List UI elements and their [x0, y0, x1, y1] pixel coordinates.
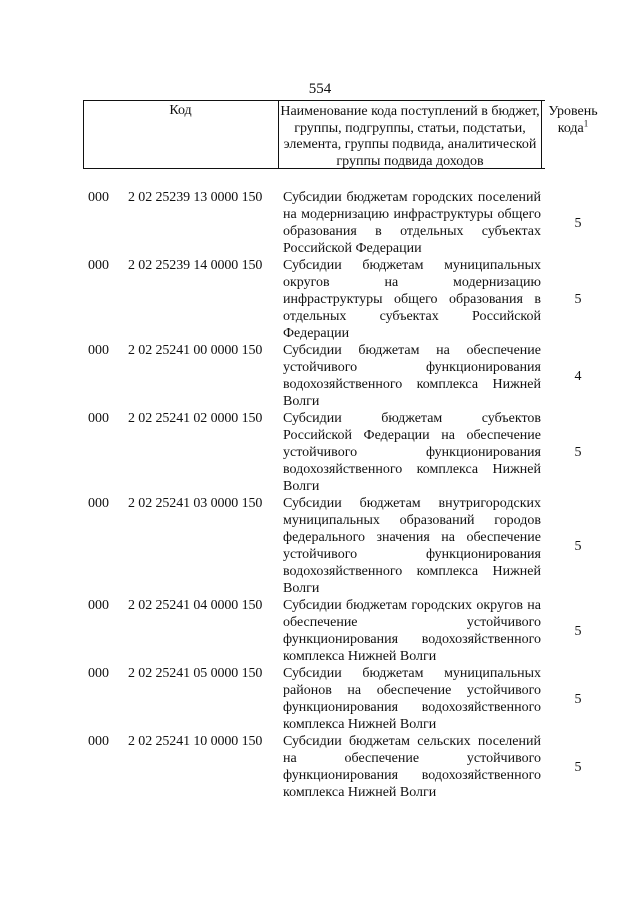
header-top-rule [83, 100, 545, 101]
row-level: 5 [574, 538, 582, 554]
row-level: 5 [574, 623, 582, 639]
row-classification-code: 2 02 25241 00 0000 150 [128, 343, 263, 358]
header-level-footnote: 1 [583, 117, 589, 128]
header-name: Наименование кода поступлений в бюджет, группы, подгруппы, статьи, подстатьи, элемента, группы подвида, аналитической группы подвида доходов [280, 104, 540, 169]
header-code: Код [169, 103, 192, 118]
row-prefix-code: 000 [88, 496, 109, 511]
row-classification-code: 2 02 25241 02 0000 150 [128, 411, 263, 426]
row-classification-code: 2 02 25241 05 0000 150 [128, 666, 263, 681]
header-level-label: Уровень кода [548, 104, 598, 136]
row-prefix-code: 000 [88, 190, 109, 205]
page-number: 554 [308, 81, 332, 97]
row-name: Субсидии бюджетам муниципальных районов на обеспечение устойчивого функционирования водохозяйственного комплекса Нижней Волги [283, 666, 541, 732]
table-row [85, 257, 605, 342]
row-name: Субсидии бюджетам городских поселений на модернизацию инфраструктуры общего образования в отдельных субъектах Российской Федерации [283, 190, 541, 256]
row-name: Субсидии бюджетам муниципальных округов на модернизацию инфраструктуры общего образования в отдельных субъектах Российской Федерации [283, 258, 541, 341]
row-name: Субсидии бюджетам субъектов Российской Федерации на обеспечение устойчивого функционирования водохозяйственного комплекса Нижней Волги [283, 411, 541, 494]
row-level: 5 [574, 445, 582, 460]
row-name: Субсидии бюджетам сельских поселений на обеспечение устойчивого функционирования водохозяйственного комплекса Нижней Волги [283, 734, 541, 800]
row-name: Субсидии бюджетам городских округов на обеспечение устойчивого функционирования водохозяйственного комплекса Нижней Волги [283, 598, 541, 664]
table-row [85, 189, 605, 257]
row-prefix-code: 000 [88, 343, 109, 358]
row-level: 4 [574, 368, 582, 384]
row-prefix-code: 000 [88, 258, 109, 273]
row-level: 5 [574, 215, 582, 231]
row-classification-code: 2 02 25241 03 0000 150 [128, 496, 263, 511]
row-level: 5 [574, 292, 582, 307]
table-row [85, 597, 605, 665]
row-classification-code: 2 02 25239 14 0000 150 [128, 258, 263, 273]
table-row [85, 495, 605, 597]
row-name: Субсидии бюджетам на обеспечение устойчивого функционирования водохозяйственного комплекса Нижней Волги [283, 343, 541, 409]
row-prefix-code: 000 [88, 734, 109, 749]
table-row [85, 410, 605, 495]
table-row [85, 342, 605, 410]
row-name: Субсидии бюджетам внутригородских муниципальных образований городов федерального значения на обеспечение устойчивого функционирования водохозяйственного комплекса Нижней Волги [283, 496, 541, 596]
table-row [85, 733, 605, 801]
row-level: 5 [574, 691, 582, 707]
row-classification-code: 2 02 25241 04 0000 150 [128, 598, 263, 613]
row-prefix-code: 000 [88, 411, 109, 426]
row-level: 5 [574, 759, 582, 775]
row-prefix-code: 000 [88, 666, 109, 681]
row-prefix-code: 000 [88, 598, 109, 613]
table-row [85, 665, 605, 733]
row-classification-code: 2 02 25239 13 0000 150 [128, 190, 263, 205]
row-classification-code: 2 02 25241 10 0000 150 [128, 734, 263, 749]
header-level [542, 104, 604, 137]
table-body [85, 189, 605, 801]
